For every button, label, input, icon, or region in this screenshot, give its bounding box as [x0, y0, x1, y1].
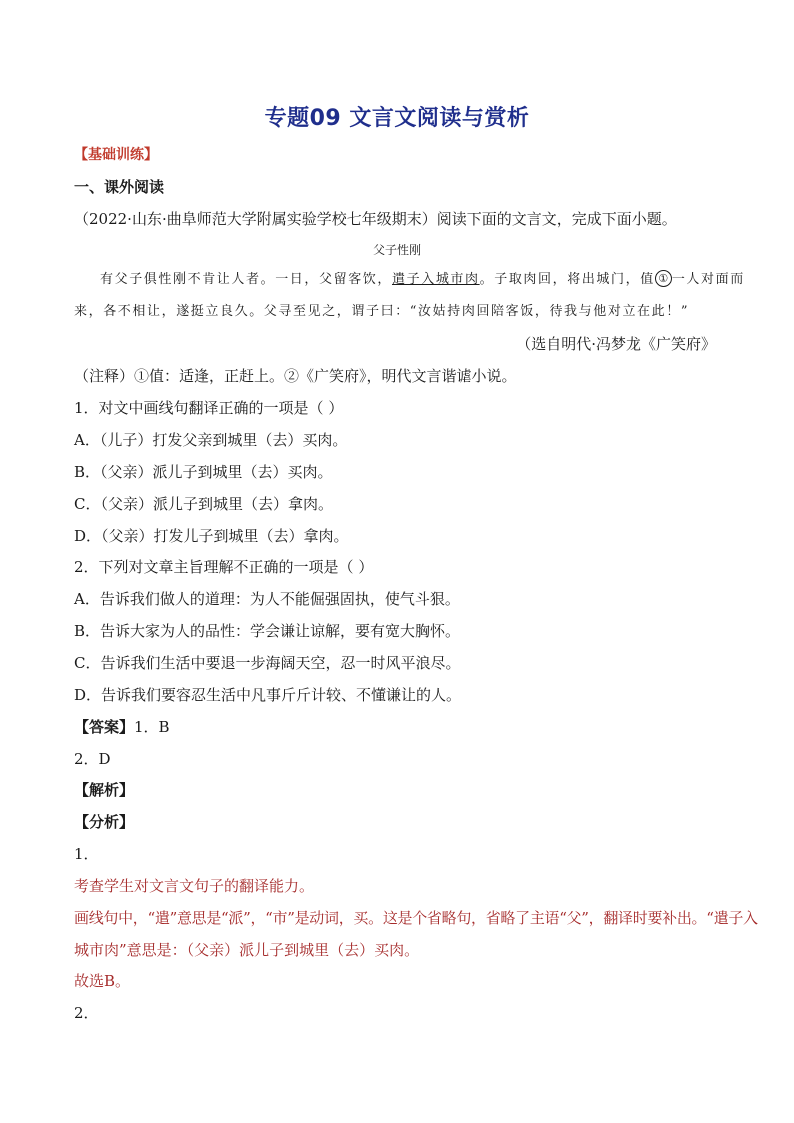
footnote-marker: ① [655, 270, 672, 287]
passage-title: 父子性刚 [372, 243, 421, 257]
underlined-sentence: 遣子入城市肉 [392, 272, 480, 287]
answer-label: 【答案】 [74, 718, 135, 736]
question-2-option-b: B．告诉大家为人的品性：学会谦让谅解，要有宽大胸怀。 [74, 622, 461, 640]
source-line: （2022·山东·曲阜师范大学附属实验学校七年级期末）阅读下面的文言文，完成下面小题。 [74, 210, 677, 228]
explanation-line: 考查学生对文言文句子的翻译能力。 [74, 877, 315, 895]
explanation-line: 城市肉”意思是：（父亲）派儿子到城里（去）买肉。 [74, 941, 420, 959]
passage-attribution: （选自明代·冯梦龙《广笑府》 [516, 335, 716, 353]
question-2-stem: 2．下列对文章主旨理解不正确的一项是（ ） [74, 558, 374, 576]
analysis-label: 【解析】 [74, 781, 135, 799]
fenxi-label: 【分析】 [74, 813, 135, 831]
question-1-option-c: C．（父亲）派儿子到城里（去）拿肉。 [74, 495, 333, 513]
explanation-number-1: 1． [74, 845, 99, 863]
question-1-option-b: B．（父亲）派儿子到城里（去）买肉。 [74, 463, 333, 481]
page-title: 专题09 文言文阅读与赏析 [264, 106, 530, 131]
notes: （注释）①值：适逢，正赶上。②《广笑府》，明代文言谐谑小说。 [74, 367, 517, 385]
question-1-option-a: A．（儿子）打发父亲到城里（去）买肉。 [74, 431, 348, 449]
explanation-number-2: 2． [74, 1004, 99, 1022]
question-2-option-c: C．告诉我们生活中要退一步海阔天空，忍一时风平浪尽。 [74, 654, 461, 672]
question-2-option-d: D．告诉我们要容忍生活中凡事斤斤计较、不懂谦让的人。 [74, 686, 462, 704]
question-2-option-a: A．告诉我们做人的道理：为人不能倔强固执，使气斗狠。 [74, 590, 460, 608]
part-heading: 一、课外阅读 [74, 178, 165, 196]
question-1-option-d: D．（父亲）打发儿子到城里（去）拿肉。 [74, 527, 349, 545]
explanation-line: 画线句中，“遣”意思是“派”，“市”是动词，买。这是个省略句，省略了主语“父”，翻译时要补出。“遣子入 [74, 909, 758, 927]
explanation-line: 故选B。 [74, 972, 131, 990]
section-label: 【基础训练】 [74, 147, 158, 163]
passage-text: 。子取肉回，将出城门，值 [479, 272, 655, 287]
answer-line-1 [74, 717, 170, 737]
passage-text: 一人对面而 [671, 272, 745, 287]
passage-text: 有父子俱性刚不肯让人者。一日，父留客饮， [100, 272, 393, 287]
passage-line-1 [100, 270, 745, 290]
question-1-stem: 1．对文中画线句翻译正确的一项是（ ） [74, 399, 344, 417]
answer-line-2: 2．D [74, 750, 111, 768]
answer-value: 1．B [134, 718, 170, 736]
passage-line-2: 来，各不相让，遂挺立良久。父寻至见之，谓子曰：“汝姑持肉回陪客饭，待我与他对立在此！” [74, 304, 690, 319]
